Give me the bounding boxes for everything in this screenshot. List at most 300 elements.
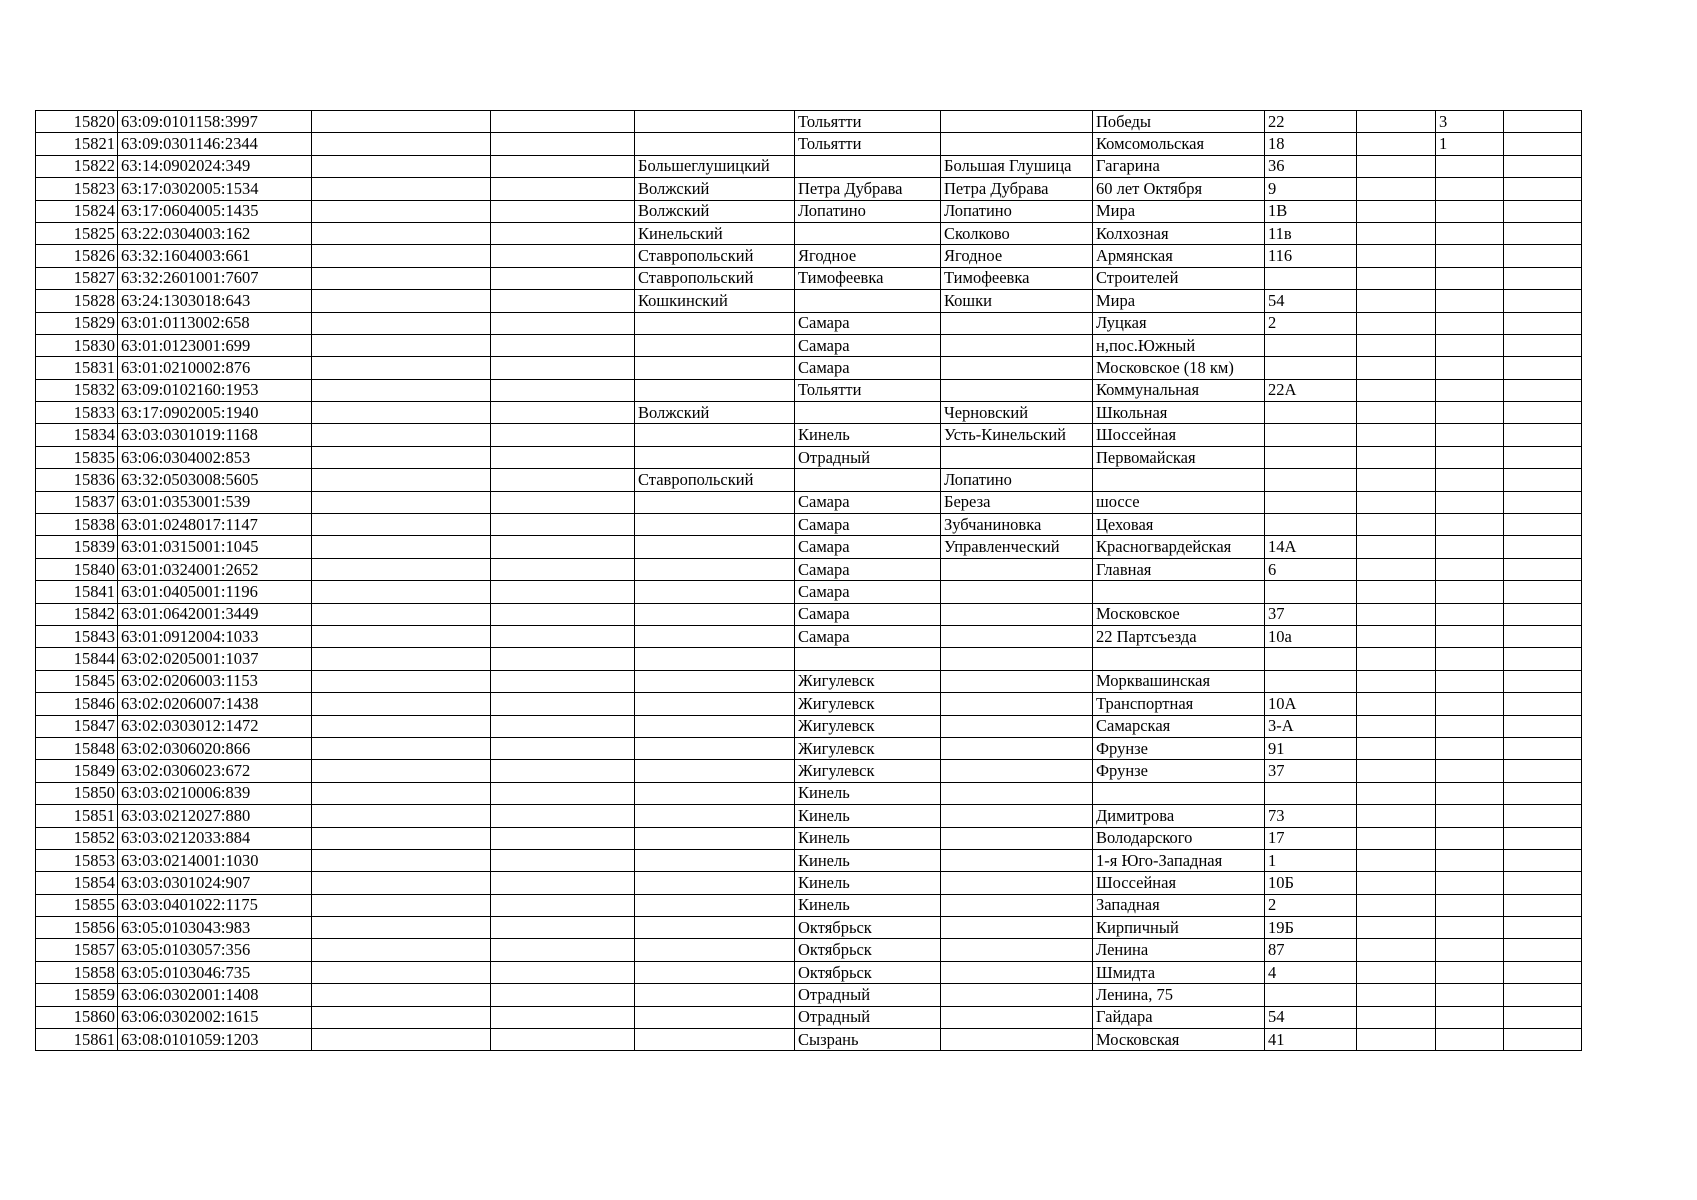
city-cell: Самара [795, 558, 941, 580]
blank-cell-b [491, 894, 635, 916]
cadastral-number-cell: 63:32:2601001:7607 [118, 267, 312, 289]
cadastral-number-cell: 63:14:0902024:349 [118, 155, 312, 177]
settlement-cell [941, 670, 1093, 692]
row-number-cell: 15855 [36, 894, 118, 916]
building-cell [1436, 1029, 1504, 1051]
row-number-cell: 15836 [36, 469, 118, 491]
street-cell [1093, 648, 1265, 670]
building-cell [1436, 827, 1504, 849]
district-cell [635, 894, 795, 916]
city-cell: Октябрьск [795, 961, 941, 983]
house-cell [1265, 469, 1357, 491]
blank-cell-a [312, 1029, 491, 1051]
blank-cell-c [1357, 625, 1436, 647]
blank-cell-b [491, 760, 635, 782]
blank-cell-c [1357, 245, 1436, 267]
street-cell: Шоссейная [1093, 872, 1265, 894]
settlement-cell [941, 558, 1093, 580]
blank-cell-c [1357, 715, 1436, 737]
blank-cell-c [1357, 849, 1436, 871]
street-cell: Армянская [1093, 245, 1265, 267]
blank-cell-b [491, 715, 635, 737]
district-cell: Ставропольский [635, 267, 795, 289]
cadastral-number-cell: 63:09:0102160:1953 [118, 379, 312, 401]
house-cell: 10а [1265, 625, 1357, 647]
city-cell: Кинель [795, 849, 941, 871]
street-cell [1093, 782, 1265, 804]
district-cell [635, 760, 795, 782]
city-cell: Самара [795, 312, 941, 334]
street-cell: Мира [1093, 200, 1265, 222]
cadastral-number-cell: 63:08:0101059:1203 [118, 1029, 312, 1051]
district-cell [635, 782, 795, 804]
district-cell [635, 670, 795, 692]
cadastral-number-cell: 63:01:0315001:1045 [118, 536, 312, 558]
table-row [36, 290, 1582, 312]
blank-cell-c [1357, 312, 1436, 334]
house-cell [1265, 357, 1357, 379]
blank-cell-b [491, 603, 635, 625]
blank-cell-a [312, 984, 491, 1006]
blank-cell-d [1504, 648, 1582, 670]
blank-cell-c [1357, 200, 1436, 222]
table-row [36, 446, 1582, 468]
street-cell: Самарская [1093, 715, 1265, 737]
blank-cell-b [491, 245, 635, 267]
settlement-cell: Усть-Кинельский [941, 424, 1093, 446]
table-row [36, 872, 1582, 894]
blank-cell-d [1504, 872, 1582, 894]
settlement-cell: Управленческий [941, 536, 1093, 558]
cadastral-number-cell: 63:03:0212033:884 [118, 827, 312, 849]
house-cell: 3-А [1265, 715, 1357, 737]
blank-cell-d [1504, 917, 1582, 939]
blank-cell-d [1504, 357, 1582, 379]
settlement-cell: Зубчаниновка [941, 514, 1093, 536]
blank-cell-a [312, 805, 491, 827]
city-cell: Тольятти [795, 111, 941, 133]
city-cell: Кинель [795, 424, 941, 446]
blank-cell-a [312, 514, 491, 536]
street-cell: Кирпичный [1093, 917, 1265, 939]
district-cell [635, 1029, 795, 1051]
blank-cell-c [1357, 603, 1436, 625]
building-cell [1436, 536, 1504, 558]
row-number-cell: 15843 [36, 625, 118, 647]
blank-cell-c [1357, 693, 1436, 715]
cadastral-number-cell: 63:06:0302002:1615 [118, 1006, 312, 1028]
row-number-cell: 15851 [36, 805, 118, 827]
blank-cell-c [1357, 648, 1436, 670]
blank-cell-b [491, 737, 635, 759]
house-cell [1265, 402, 1357, 424]
district-cell [635, 693, 795, 715]
street-cell: Первомайская [1093, 446, 1265, 468]
city-cell: Лопатино [795, 200, 941, 222]
row-number-cell: 15834 [36, 424, 118, 446]
blank-cell-c [1357, 357, 1436, 379]
building-cell [1436, 469, 1504, 491]
district-cell [635, 334, 795, 356]
street-cell: Шмидта [1093, 961, 1265, 983]
table-row [36, 805, 1582, 827]
settlement-cell [941, 782, 1093, 804]
house-cell: 1В [1265, 200, 1357, 222]
settlement-cell: Черновский [941, 402, 1093, 424]
house-cell [1265, 446, 1357, 468]
city-cell: Жигулевск [795, 737, 941, 759]
blank-cell-a [312, 737, 491, 759]
street-cell: Цеховая [1093, 514, 1265, 536]
city-cell: Самара [795, 491, 941, 513]
table-row [36, 469, 1582, 491]
city-cell: Кинель [795, 827, 941, 849]
city-cell: Кинель [795, 894, 941, 916]
house-cell: 18 [1265, 133, 1357, 155]
house-cell: 19Б [1265, 917, 1357, 939]
city-cell: Ягодное [795, 245, 941, 267]
building-cell [1436, 917, 1504, 939]
blank-cell-b [491, 312, 635, 334]
cadastral-number-cell: 63:02:0205001:1037 [118, 648, 312, 670]
blank-cell-d [1504, 581, 1582, 603]
house-cell: 116 [1265, 245, 1357, 267]
blank-cell-d [1504, 558, 1582, 580]
house-cell [1265, 984, 1357, 1006]
district-cell [635, 648, 795, 670]
settlement-cell [941, 133, 1093, 155]
row-number-cell: 15844 [36, 648, 118, 670]
building-cell [1436, 603, 1504, 625]
blank-cell-b [491, 625, 635, 647]
house-cell [1265, 648, 1357, 670]
street-cell: шоссе [1093, 491, 1265, 513]
blank-cell-c [1357, 379, 1436, 401]
table-row [36, 155, 1582, 177]
district-cell [635, 379, 795, 401]
city-cell: Октябрьск [795, 917, 941, 939]
blank-cell-a [312, 939, 491, 961]
blank-cell-a [312, 402, 491, 424]
table-body [36, 111, 1582, 1051]
blank-cell-d [1504, 782, 1582, 804]
building-cell: 1 [1436, 133, 1504, 155]
blank-cell-b [491, 581, 635, 603]
row-number-cell: 15835 [36, 446, 118, 468]
blank-cell-b [491, 984, 635, 1006]
blank-cell-a [312, 536, 491, 558]
blank-cell-b [491, 379, 635, 401]
building-cell [1436, 290, 1504, 312]
cadastral-number-cell: 63:01:0405001:1196 [118, 581, 312, 603]
settlement-cell [941, 446, 1093, 468]
district-cell [635, 849, 795, 871]
cadastral-number-cell: 63:09:0101158:3997 [118, 111, 312, 133]
district-cell [635, 603, 795, 625]
blank-cell-b [491, 648, 635, 670]
blank-cell-c [1357, 178, 1436, 200]
table-row [36, 581, 1582, 603]
settlement-cell [941, 760, 1093, 782]
blank-cell-d [1504, 290, 1582, 312]
blank-cell-b [491, 514, 635, 536]
house-cell: 22 [1265, 111, 1357, 133]
cadastral-number-cell: 63:02:0303012:1472 [118, 715, 312, 737]
building-cell [1436, 334, 1504, 356]
house-cell: 91 [1265, 737, 1357, 759]
blank-cell-a [312, 155, 491, 177]
building-cell [1436, 312, 1504, 334]
building-cell [1436, 357, 1504, 379]
blank-cell-c [1357, 1006, 1436, 1028]
table-row [36, 424, 1582, 446]
row-number-cell: 15827 [36, 267, 118, 289]
city-cell: Жигулевск [795, 693, 941, 715]
building-cell [1436, 894, 1504, 916]
row-number-cell: 15846 [36, 693, 118, 715]
row-number-cell: 15859 [36, 984, 118, 1006]
blank-cell-b [491, 357, 635, 379]
building-cell [1436, 961, 1504, 983]
street-cell: Московское (18 км) [1093, 357, 1265, 379]
blank-cell-c [1357, 760, 1436, 782]
blank-cell-c [1357, 222, 1436, 244]
blank-cell-d [1504, 312, 1582, 334]
settlement-cell [941, 357, 1093, 379]
blank-cell-d [1504, 715, 1582, 737]
street-cell: 1-я Юго-Западная [1093, 849, 1265, 871]
blank-cell-b [491, 446, 635, 468]
blank-cell-b [491, 402, 635, 424]
blank-cell-d [1504, 424, 1582, 446]
cadastral-number-cell: 63:01:0113002:658 [118, 312, 312, 334]
settlement-cell [941, 939, 1093, 961]
settlement-cell: Сколково [941, 222, 1093, 244]
blank-cell-d [1504, 984, 1582, 1006]
row-number-cell: 15830 [36, 334, 118, 356]
table-row [36, 625, 1582, 647]
cadastral-number-cell: 63:17:0604005:1435 [118, 200, 312, 222]
row-number-cell: 15840 [36, 558, 118, 580]
table-row [36, 939, 1582, 961]
blank-cell-a [312, 894, 491, 916]
table-row [36, 760, 1582, 782]
blank-cell-c [1357, 290, 1436, 312]
blank-cell-c [1357, 111, 1436, 133]
building-cell [1436, 155, 1504, 177]
city-cell: Октябрьск [795, 939, 941, 961]
settlement-cell [941, 379, 1093, 401]
blank-cell-a [312, 961, 491, 983]
settlement-cell [941, 715, 1093, 737]
house-cell: 10Б [1265, 872, 1357, 894]
table-row [36, 536, 1582, 558]
blank-cell-c [1357, 894, 1436, 916]
blank-cell-a [312, 603, 491, 625]
blank-cell-a [312, 133, 491, 155]
street-cell: Транспортная [1093, 693, 1265, 715]
cadastral-number-cell: 63:01:0210002:876 [118, 357, 312, 379]
blank-cell-a [312, 379, 491, 401]
settlement-cell: Петра Дубрава [941, 178, 1093, 200]
building-cell [1436, 625, 1504, 647]
row-number-cell: 15831 [36, 357, 118, 379]
blank-cell-d [1504, 693, 1582, 715]
district-cell [635, 939, 795, 961]
district-cell [635, 1006, 795, 1028]
blank-cell-a [312, 827, 491, 849]
city-cell: Кинель [795, 782, 941, 804]
blank-cell-d [1504, 805, 1582, 827]
house-cell: 14А [1265, 536, 1357, 558]
blank-cell-d [1504, 200, 1582, 222]
building-cell [1436, 245, 1504, 267]
blank-cell-a [312, 111, 491, 133]
address-table [35, 110, 1582, 1051]
city-cell: Тольятти [795, 379, 941, 401]
table-row [36, 133, 1582, 155]
blank-cell-a [312, 581, 491, 603]
blank-cell-c [1357, 1029, 1436, 1051]
settlement-cell [941, 849, 1093, 871]
house-cell: 37 [1265, 603, 1357, 625]
house-cell: 2 [1265, 894, 1357, 916]
house-cell [1265, 491, 1357, 513]
blank-cell-b [491, 133, 635, 155]
table-row [36, 1029, 1582, 1051]
district-cell [635, 737, 795, 759]
house-cell: 9 [1265, 178, 1357, 200]
blank-cell-a [312, 178, 491, 200]
settlement-cell [941, 111, 1093, 133]
blank-cell-c [1357, 805, 1436, 827]
row-number-cell: 15829 [36, 312, 118, 334]
district-cell [635, 558, 795, 580]
street-cell: Коммунальная [1093, 379, 1265, 401]
blank-cell-d [1504, 670, 1582, 692]
table-row [36, 402, 1582, 424]
blank-cell-d [1504, 536, 1582, 558]
table-row [36, 984, 1582, 1006]
blank-cell-d [1504, 111, 1582, 133]
cadastral-number-cell: 63:03:0210006:839 [118, 782, 312, 804]
blank-cell-a [312, 357, 491, 379]
building-cell [1436, 872, 1504, 894]
blank-cell-b [491, 558, 635, 580]
cadastral-number-cell: 63:01:0248017:1147 [118, 514, 312, 536]
house-cell: 73 [1265, 805, 1357, 827]
blank-cell-b [491, 178, 635, 200]
district-cell: Волжский [635, 402, 795, 424]
street-cell: н,пос.Южный [1093, 334, 1265, 356]
house-cell: 22А [1265, 379, 1357, 401]
row-number-cell: 15847 [36, 715, 118, 737]
table-row [36, 961, 1582, 983]
district-cell [635, 312, 795, 334]
street-cell: Комсомольская [1093, 133, 1265, 155]
row-number-cell: 15839 [36, 536, 118, 558]
settlement-cell [941, 581, 1093, 603]
settlement-cell [941, 1006, 1093, 1028]
blank-cell-b [491, 1006, 635, 1028]
building-cell [1436, 222, 1504, 244]
blank-cell-d [1504, 1029, 1582, 1051]
row-number-cell: 15837 [36, 491, 118, 513]
district-cell [635, 961, 795, 983]
blank-cell-a [312, 245, 491, 267]
cadastral-number-cell: 63:32:0503008:5605 [118, 469, 312, 491]
row-number-cell: 15853 [36, 849, 118, 871]
city-cell [795, 222, 941, 244]
blank-cell-a [312, 312, 491, 334]
cadastral-number-cell: 63:03:0301024:907 [118, 872, 312, 894]
district-cell [635, 715, 795, 737]
building-cell [1436, 782, 1504, 804]
cadastral-number-cell: 63:17:0302005:1534 [118, 178, 312, 200]
row-number-cell: 15832 [36, 379, 118, 401]
cadastral-number-cell: 63:03:0214001:1030 [118, 849, 312, 871]
blank-cell-c [1357, 670, 1436, 692]
blank-cell-c [1357, 446, 1436, 468]
street-cell: Фрунзе [1093, 760, 1265, 782]
building-cell [1436, 402, 1504, 424]
settlement-cell: Большая Глушица [941, 155, 1093, 177]
blank-cell-a [312, 200, 491, 222]
cadastral-number-cell: 63:09:0301146:2344 [118, 133, 312, 155]
blank-cell-c [1357, 334, 1436, 356]
street-cell: Морквашинская [1093, 670, 1265, 692]
city-cell [795, 290, 941, 312]
cadastral-number-cell: 63:01:0123001:699 [118, 334, 312, 356]
cadastral-number-cell: 63:02:0306023:672 [118, 760, 312, 782]
table-row [36, 558, 1582, 580]
row-number-cell: 15849 [36, 760, 118, 782]
cadastral-number-cell: 63:03:0301019:1168 [118, 424, 312, 446]
building-cell [1436, 670, 1504, 692]
house-cell [1265, 782, 1357, 804]
blank-cell-b [491, 155, 635, 177]
street-cell: Московское [1093, 603, 1265, 625]
blank-cell-b [491, 334, 635, 356]
street-cell: Московская [1093, 1029, 1265, 1051]
settlement-cell [941, 737, 1093, 759]
blank-cell-c [1357, 939, 1436, 961]
district-cell [635, 111, 795, 133]
table-row [36, 1006, 1582, 1028]
row-number-cell: 15858 [36, 961, 118, 983]
settlement-cell [941, 693, 1093, 715]
city-cell: Сызрань [795, 1029, 941, 1051]
blank-cell-a [312, 469, 491, 491]
row-number-cell: 15850 [36, 782, 118, 804]
blank-cell-a [312, 760, 491, 782]
blank-cell-a [312, 446, 491, 468]
blank-cell-d [1504, 446, 1582, 468]
table-row [36, 715, 1582, 737]
house-cell: 4 [1265, 961, 1357, 983]
district-cell [635, 491, 795, 513]
city-cell: Жигулевск [795, 760, 941, 782]
building-cell [1436, 849, 1504, 871]
blank-cell-b [491, 827, 635, 849]
table-row [36, 200, 1582, 222]
district-cell: Ставропольский [635, 245, 795, 267]
city-cell: Жигулевск [795, 670, 941, 692]
table-row [36, 849, 1582, 871]
row-number-cell: 15823 [36, 178, 118, 200]
blank-cell-c [1357, 536, 1436, 558]
table-row [36, 648, 1582, 670]
